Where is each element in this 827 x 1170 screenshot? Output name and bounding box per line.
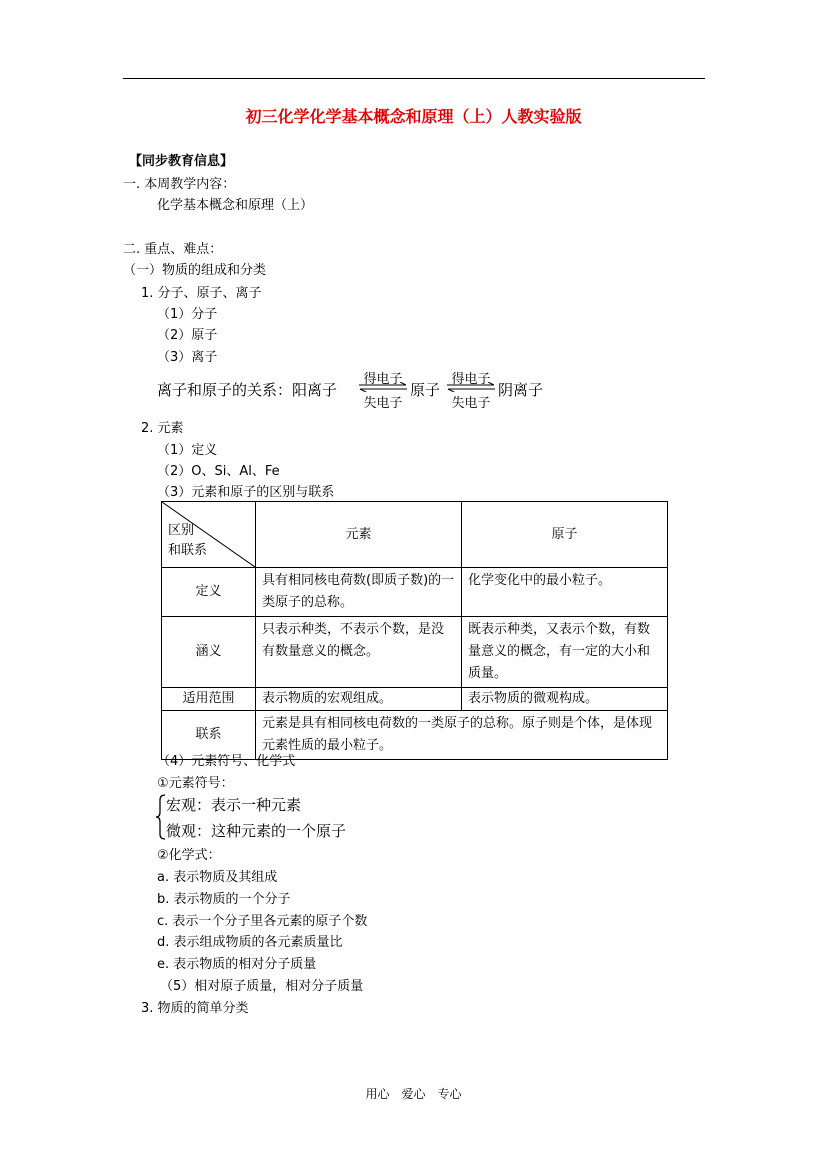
table-header-row [162, 502, 668, 568]
symbol-macro: 宏观：表示一种元素 [166, 796, 302, 814]
symbol-micro: 微观：这种元素的一个原子 [166, 822, 347, 840]
arrow-2-top-label: 得电子 [451, 372, 491, 387]
section-2-label: 二. 重点、难点： [123, 242, 223, 257]
table-corner-cell [162, 502, 256, 568]
cell-atom: 化学变化中的最小粒子。 [462, 568, 668, 617]
arrow-2-bottom-label: 失电子 [451, 396, 491, 411]
relation-suffix: 阴离子 [498, 381, 544, 399]
formula-item-c: c. 表示一个分子里各元素的原子个数 [157, 914, 368, 929]
cell-atom: 表示物质的微观构成。 [462, 688, 668, 711]
equilibrium-arrow-icon [446, 382, 496, 392]
relation-arrow-1 [358, 368, 408, 411]
row-label: 适用范围 [162, 688, 256, 711]
relation-middle: 原子 [410, 381, 441, 399]
section-1-label: 一. 本周教学内容： [123, 177, 236, 192]
item-2-sub-2: （2）O、Si、Al、Fe [157, 464, 280, 479]
symbol-label: ①元素符号： [157, 776, 234, 791]
item-2-sub-1: （1）定义 [157, 443, 218, 458]
item-1-sub-2: （2）原子 [157, 328, 218, 343]
table-row [162, 688, 668, 711]
arrow-1-bottom-label: 失电子 [363, 396, 403, 411]
cell-element: 具有相同核电荷数(即质子数)的一类原子的总称。 [256, 568, 462, 617]
item-1-label: 1. 分子、原子、离子 [141, 286, 262, 301]
curly-brace-icon [156, 794, 166, 840]
item-2-label: 2. 元素 [141, 421, 184, 436]
row-label: 联系 [162, 711, 256, 760]
item-2-sub-4: （4）元素符号、化学式 [157, 754, 296, 769]
page-footer: 用心 爱心 专心 [365, 1087, 462, 1101]
element-atom-comparison-table [161, 501, 668, 760]
relation-prefix: 离子和原子的关系：阳离子 [157, 381, 338, 399]
corner-top-label: 区别 [168, 523, 195, 538]
formula-label: ②化学式： [157, 848, 221, 863]
formula-item-d: d. 表示组成物质的各元素质量比 [157, 935, 343, 950]
cell-element: 只表示种类，不表示个数，是没有数量意义的概念。 [256, 617, 462, 688]
cell-atom: 既表示种类，又表示个数，有数量意义的概念，有一定的大小和质量。 [462, 617, 668, 688]
col-header-atom: 原子 [462, 502, 668, 568]
item-3-label: 3. 物质的简单分类 [141, 1001, 249, 1016]
row-label: 定义 [162, 568, 256, 617]
item-2-sub-3: （3）元素和原子的区别与联系 [157, 485, 335, 500]
item-2-sub-5: （5）相对原子质量，相对分子质量 [160, 979, 364, 994]
row-label: 涵义 [162, 617, 256, 688]
formula-item-a: a. 表示物质及其组成 [157, 870, 278, 885]
subsection-1: （一）物质的组成和分类 [123, 263, 267, 278]
page-title: 初三化学化学基本概念和原理（上）人教实验版 [245, 107, 582, 126]
section-1-content: 化学基本概念和原理（上） [157, 198, 314, 213]
item-1-sub-3: （3）离子 [157, 350, 218, 365]
cell-link: 元素是具有相同核电荷数的一类原子的总称。原子则是个体，是体现元素性质的最小粒子。 [256, 711, 668, 760]
cell-element: 表示物质的宏观组成。 [256, 688, 462, 711]
arrow-1-top-label: 得电子 [363, 372, 403, 387]
corner-bottom-label: 和联系 [168, 543, 208, 558]
formula-item-e: e. 表示物质的相对分子质量 [157, 957, 317, 972]
col-header-element: 元素 [256, 502, 462, 568]
table-row [162, 617, 668, 688]
formula-item-b: b. 表示物质的一个分子 [157, 892, 291, 907]
equilibrium-arrow-icon [358, 382, 408, 392]
header-rule [123, 78, 705, 79]
section-heading: 【同步教育信息】 [129, 154, 234, 169]
table-row [162, 568, 668, 617]
relation-arrow-2 [446, 368, 496, 411]
item-1-sub-1: （1）分子 [157, 307, 218, 322]
